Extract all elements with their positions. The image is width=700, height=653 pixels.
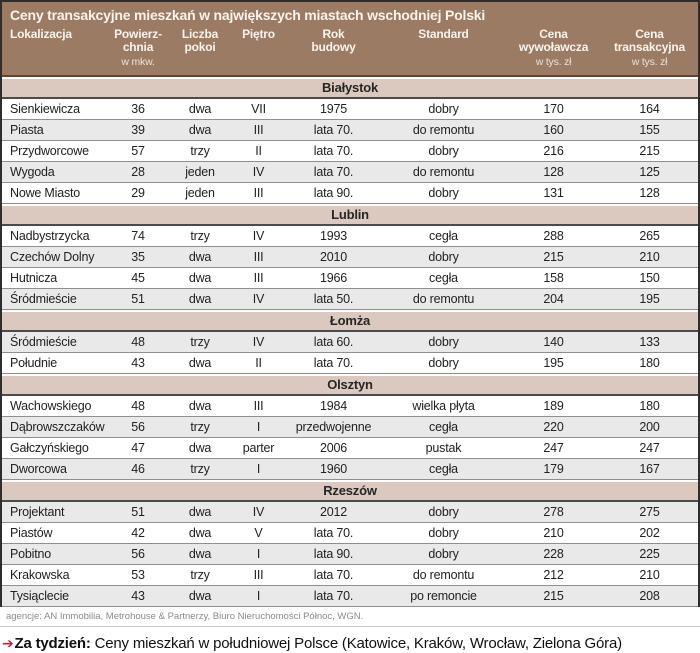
column-label: Piętro: [242, 27, 275, 41]
cell-lokalizacja: Gałczyńskiego: [10, 441, 89, 455]
cell-lokalizacja: Nadbystrzycka: [10, 229, 90, 243]
cell-cena-wywolawcza: 228: [543, 547, 564, 561]
cell-powierzchnia: 51: [131, 292, 145, 306]
column-label: transakcyjna: [614, 40, 685, 54]
cell-pietro: IV: [252, 505, 265, 519]
table-row: [2, 141, 698, 162]
cell-cena-wywolawcza: 278: [543, 505, 564, 519]
cell-lokalizacja: Sienkiewicza: [10, 102, 80, 116]
column-header-cena-transakcyjna: [601, 28, 698, 69]
section-header: Lublin: [2, 204, 698, 226]
cell-cena-wywolawcza: 215: [543, 250, 564, 264]
cell-rok-budowy: 1960: [319, 462, 347, 476]
column-sublabel: w tys. zł: [631, 56, 668, 68]
table-row: [2, 586, 698, 607]
section-header: Rzeszów: [2, 480, 698, 502]
cell-liczba-pokoi: trzy: [190, 335, 210, 349]
column-sublabel: w tys. zł: [535, 56, 572, 68]
table-row: [2, 183, 698, 204]
cell-lokalizacja: Piastów: [10, 526, 53, 540]
cell-powierzchnia: 47: [131, 441, 145, 455]
table-row: [2, 396, 698, 417]
cell-liczba-pokoi: trzy: [190, 568, 210, 582]
cell-pietro: I: [256, 589, 261, 603]
cell-cena-wywolawcza: 170: [543, 102, 564, 116]
cell-cena-transakcyjna: 125: [639, 165, 660, 179]
cell-standard: dobry: [428, 335, 459, 349]
cell-liczba-pokoi: trzy: [190, 229, 210, 243]
cell-pietro: I: [256, 462, 261, 476]
cell-cena-transakcyjna: 133: [639, 335, 660, 349]
cell-cena-transakcyjna: 225: [639, 547, 660, 561]
cell-rok-budowy: lata 50.: [313, 292, 354, 306]
table-row: [2, 565, 698, 586]
cell-liczba-pokoi: dwa: [188, 505, 212, 519]
cell-cena-transakcyjna: 200: [639, 420, 660, 434]
cell-lokalizacja: Tysiąclecie: [10, 589, 69, 603]
table-row: [2, 459, 698, 480]
table-row: [2, 289, 698, 310]
cell-liczba-pokoi: dwa: [188, 441, 212, 455]
cell-cena-transakcyjna: 150: [639, 271, 660, 285]
cell-lokalizacja: Krakowska: [10, 568, 70, 582]
cell-lokalizacja: Wachowskiego: [10, 399, 92, 413]
column-sublabel: w mkw.: [121, 56, 155, 68]
cell-liczba-pokoi: trzy: [190, 462, 210, 476]
table-row: [2, 523, 698, 544]
section-header: Olsztyn: [2, 374, 698, 396]
column-header-liczba-pokoi: [169, 28, 231, 69]
cell-cena-transakcyjna: 265: [639, 229, 660, 243]
column-label: budowy: [311, 40, 356, 54]
table-row: [2, 226, 698, 247]
column-header-pietro: [231, 28, 286, 69]
cell-lokalizacja: Czechów Dolny: [10, 250, 95, 264]
cell-rok-budowy: 2006: [319, 441, 347, 455]
cell-pietro: II: [255, 356, 262, 370]
cell-lokalizacja: Śródmieście: [10, 292, 77, 306]
cell-cena-transakcyjna: 275: [639, 505, 660, 519]
cell-rok-budowy: lata 90.: [313, 547, 354, 561]
cell-liczba-pokoi: dwa: [188, 589, 212, 603]
cell-lokalizacja: Śródmieście: [10, 335, 77, 349]
cell-cena-transakcyjna: 210: [639, 250, 660, 264]
cell-rok-budowy: 2012: [319, 505, 347, 519]
cell-powierzchnia: 28: [131, 165, 145, 179]
cell-rok-budowy: lata 70.: [313, 589, 354, 603]
cell-powierzchnia: 57: [131, 144, 145, 158]
cell-standard: dobry: [428, 102, 459, 116]
cell-cena-wywolawcza: 131: [543, 186, 564, 200]
cell-pietro: IV: [252, 229, 265, 243]
next-week-text: Ceny mieszkań w południowej Polsce (Katowice, Kraków, Wrocław, Zielona Góra): [90, 635, 622, 652]
cell-rok-budowy: lata 70.: [313, 123, 354, 137]
cell-cena-transakcyjna: 247: [639, 441, 660, 455]
cell-lokalizacja: Piasta: [10, 123, 44, 137]
cell-standard: cegła: [429, 420, 458, 434]
column-label: Liczba: [181, 27, 219, 41]
cell-cena-wywolawcza: 215: [543, 589, 564, 603]
column-label: Powierz-: [114, 27, 162, 41]
table-row: [2, 162, 698, 183]
cell-rok-budowy: przedwojenne: [295, 420, 372, 434]
column-header-lokalizacja: [2, 28, 107, 69]
cell-standard: wielka płyta: [412, 399, 475, 413]
cell-liczba-pokoi: dwa: [188, 399, 212, 413]
cell-cena-transakcyjna: 202: [639, 526, 660, 540]
cell-cena-transakcyjna: 128: [639, 186, 660, 200]
column-label: Rok: [322, 27, 345, 41]
table-row: [2, 353, 698, 374]
cell-powierzchnia: 35: [131, 250, 145, 264]
cell-rok-budowy: lata 70.: [313, 356, 354, 370]
cell-liczba-pokoi: jeden: [185, 165, 215, 179]
cell-standard: dobry: [428, 505, 459, 519]
cell-pietro: III: [253, 399, 264, 413]
table-row: [2, 247, 698, 268]
cell-cena-wywolawcza: 128: [543, 165, 564, 179]
cell-standard: cegła: [429, 229, 458, 243]
table-row: [2, 120, 698, 141]
cell-pietro: II: [255, 144, 262, 158]
cell-liczba-pokoi: dwa: [188, 547, 212, 561]
cell-cena-wywolawcza: 288: [543, 229, 564, 243]
cell-standard: pustak: [425, 441, 462, 455]
cell-cena-transakcyjna: 195: [639, 292, 660, 306]
cell-standard: do remontu: [412, 165, 475, 179]
column-label: wywoławcza: [518, 40, 589, 54]
cell-cena-transakcyjna: 210: [639, 568, 660, 582]
cell-rok-budowy: 1966: [319, 271, 347, 285]
table-title: Ceny transakcyjne mieszkań w największych miastach wschodniej Polski: [2, 2, 698, 25]
column-header-standard: [381, 28, 506, 69]
cell-lokalizacja: Dąbrowszczaków: [10, 420, 105, 434]
cell-standard: dobry: [428, 547, 459, 561]
cell-liczba-pokoi: dwa: [188, 526, 212, 540]
table-row: [2, 99, 698, 120]
cell-pietro: IV: [252, 335, 265, 349]
cell-cena-wywolawcza: 189: [543, 399, 564, 413]
cell-liczba-pokoi: dwa: [188, 271, 212, 285]
cell-lokalizacja: Przydworcowe: [10, 144, 89, 158]
cell-liczba-pokoi: dwa: [188, 292, 212, 306]
cell-cena-wywolawcza: 158: [543, 271, 564, 285]
cell-liczba-pokoi: trzy: [190, 420, 210, 434]
cell-rok-budowy: 2010: [319, 250, 347, 264]
column-label: pokoi: [184, 40, 216, 54]
cell-pietro: V: [254, 526, 263, 540]
cell-powierzchnia: 53: [131, 568, 145, 582]
cell-standard: po remoncie: [410, 589, 477, 603]
cell-powierzchnia: 43: [131, 356, 145, 370]
cell-powierzchnia: 56: [131, 547, 145, 561]
table-row: [2, 502, 698, 523]
cell-powierzchnia: 48: [131, 335, 145, 349]
cell-cena-wywolawcza: 220: [543, 420, 564, 434]
cell-powierzchnia: 74: [131, 229, 145, 243]
cell-liczba-pokoi: jeden: [185, 186, 215, 200]
cell-standard: dobry: [428, 250, 459, 264]
cell-cena-transakcyjna: 180: [639, 356, 660, 370]
cell-cena-wywolawcza: 204: [543, 292, 564, 306]
cell-pietro: IV: [252, 165, 265, 179]
cell-standard: cegła: [429, 271, 458, 285]
cell-lokalizacja: Dworcowa: [10, 462, 67, 476]
cell-pietro: VII: [251, 102, 266, 116]
cell-liczba-pokoi: dwa: [188, 102, 212, 116]
cell-rok-budowy: lata 60.: [313, 335, 354, 349]
column-label: Cena: [635, 27, 664, 41]
arrow-icon: ➔: [2, 635, 14, 651]
cell-powierzchnia: 51: [131, 505, 145, 519]
cell-powierzchnia: 48: [131, 399, 145, 413]
table-row: [2, 332, 698, 353]
next-week-label: Za tydzień:: [14, 635, 91, 652]
cell-rok-budowy: 1975: [319, 102, 347, 116]
cell-rok-budowy: 1984: [319, 399, 347, 413]
cell-pietro: IV: [252, 292, 265, 306]
column-header-rok-budowy: [286, 28, 381, 69]
cell-cena-wywolawcza: 160: [543, 123, 564, 137]
cell-pietro: III: [253, 123, 264, 137]
cell-cena-transakcyjna: 164: [639, 102, 660, 116]
cell-standard: dobry: [428, 356, 459, 370]
cell-cena-wywolawcza: 216: [543, 144, 564, 158]
cell-lokalizacja: Południe: [10, 356, 58, 370]
cell-cena-transakcyjna: 167: [639, 462, 660, 476]
cell-lokalizacja: Wygoda: [10, 165, 55, 179]
column-label: Cena: [539, 27, 568, 41]
cell-rok-budowy: lata 90.: [313, 186, 354, 200]
cell-pietro: III: [253, 271, 264, 285]
cell-standard: do remontu: [412, 292, 475, 306]
cell-liczba-pokoi: dwa: [188, 250, 212, 264]
cell-rok-budowy: lata 70.: [313, 568, 354, 582]
cell-powierzchnia: 39: [131, 123, 145, 137]
table-row: [2, 438, 698, 459]
cell-cena-transakcyjna: 155: [639, 123, 660, 137]
cell-cena-transakcyjna: 180: [639, 399, 660, 413]
column-label: chnia: [122, 40, 154, 54]
cell-powierzchnia: 56: [131, 420, 145, 434]
cell-standard: dobry: [428, 186, 459, 200]
cell-liczba-pokoi: dwa: [188, 356, 212, 370]
cell-standard: dobry: [428, 144, 459, 158]
cell-powierzchnia: 36: [131, 102, 145, 116]
cell-pietro: III: [253, 250, 264, 264]
cell-lokalizacja: Projektant: [10, 505, 65, 519]
cell-powierzchnia: 43: [131, 589, 145, 603]
cell-cena-transakcyjna: 208: [639, 589, 660, 603]
table-row: [2, 544, 698, 565]
cell-cena-wywolawcza: 210: [543, 526, 564, 540]
cell-pietro: I: [256, 420, 261, 434]
cell-lokalizacja: Hutnicza: [10, 271, 58, 285]
cell-pietro: III: [253, 568, 264, 582]
cell-pietro: I: [256, 547, 261, 561]
cell-rok-budowy: lata 70.: [313, 165, 354, 179]
table-row: [2, 417, 698, 438]
cell-cena-wywolawcza: 195: [543, 356, 564, 370]
next-week-line: [0, 627, 700, 653]
cell-liczba-pokoi: trzy: [190, 144, 210, 158]
table-row: [2, 268, 698, 289]
agencies-note: agencje: AN Immobilia, Metrohouse & Partnerzy, Biuro Nieruchomości Północ, WGN.: [0, 607, 700, 626]
cell-rok-budowy: lata 70.: [313, 144, 354, 158]
cell-pietro: III: [253, 186, 264, 200]
cell-powierzchnia: 46: [131, 462, 145, 476]
cell-cena-transakcyjna: 215: [639, 144, 660, 158]
column-header-cena-wywolawcza: [506, 28, 601, 69]
column-label: Lokalizacja: [10, 27, 72, 41]
cell-standard: dobry: [428, 526, 459, 540]
section-header: Łomża: [2, 310, 698, 332]
cell-powierzchnia: 42: [131, 526, 145, 540]
cell-cena-wywolawcza: 212: [543, 568, 564, 582]
cell-powierzchnia: 29: [131, 186, 145, 200]
cell-standard: do remontu: [412, 123, 475, 137]
column-header-row: [2, 25, 698, 77]
column-header-powierzchnia: [107, 28, 169, 69]
cell-rok-budowy: lata 70.: [313, 526, 354, 540]
cell-rok-budowy: 1993: [319, 229, 347, 243]
cell-cena-wywolawcza: 247: [543, 441, 564, 455]
cell-lokalizacja: Pobitno: [10, 547, 51, 561]
section-header: Białystok: [2, 77, 698, 99]
cell-standard: do remontu: [412, 568, 475, 582]
cell-cena-wywolawcza: 140: [543, 335, 564, 349]
cell-lokalizacja: Nowe Miasto: [10, 186, 81, 200]
cell-cena-wywolawcza: 179: [543, 462, 564, 476]
cell-standard: cegła: [429, 462, 458, 476]
cell-liczba-pokoi: dwa: [188, 123, 212, 137]
column-label: Standard: [418, 27, 469, 41]
cell-powierzchnia: 45: [131, 271, 145, 285]
cell-pietro: parter: [242, 441, 275, 455]
table-body: [2, 77, 698, 607]
